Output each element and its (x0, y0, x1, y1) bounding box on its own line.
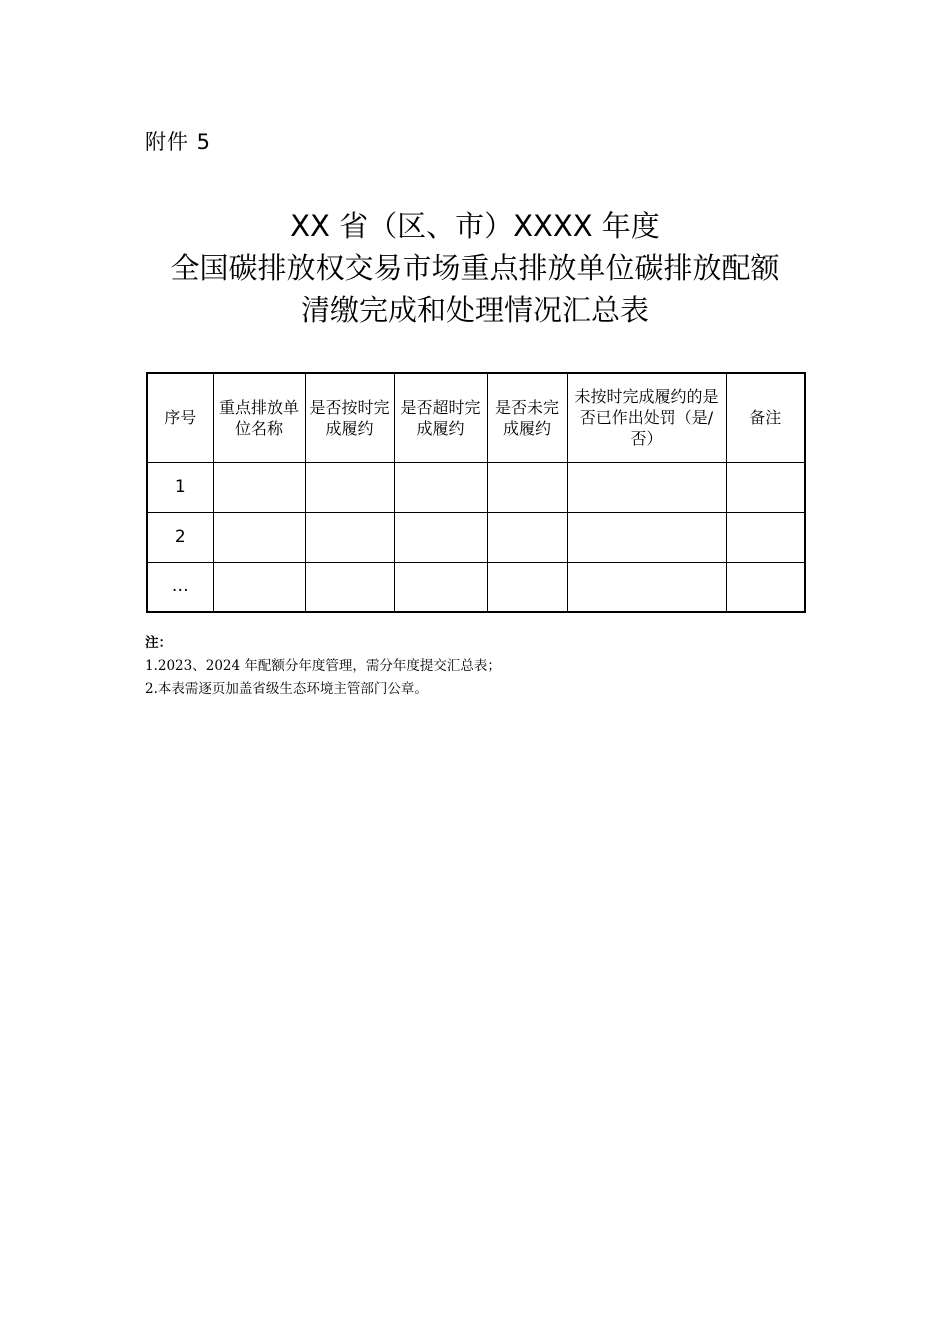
table-row (147, 462, 805, 512)
row-seq: … (147, 562, 213, 612)
cell-overdue (394, 512, 487, 562)
cell-unit-name (213, 512, 305, 562)
table-header-row (147, 373, 805, 462)
cell-unit-name (213, 562, 305, 612)
note-item-1: 1.2023、2024 年配额分年度管理，需分年度提交汇总表； (145, 658, 501, 674)
cell-on-time (305, 462, 394, 512)
cell-on-time (305, 562, 394, 612)
header-remarks: 备注 (726, 373, 805, 462)
cell-unit-name (213, 462, 305, 512)
cell-not-completed (487, 512, 567, 562)
cell-penalty (567, 512, 726, 562)
header-penalty: 未按时完成履约的是否已作出处罚（是/否） (567, 373, 726, 462)
cell-penalty (567, 562, 726, 612)
cell-on-time (305, 512, 394, 562)
document-title (0, 205, 950, 331)
title-line-3: 清缴完成和处理情况汇总表 (300, 293, 649, 327)
cell-remarks (726, 512, 805, 562)
header-seq: 序号 (147, 373, 213, 462)
attachment-label: 附件 5 (145, 130, 212, 154)
notes-section (145, 632, 501, 701)
cell-penalty (567, 462, 726, 512)
title-line-2: 全国碳排放权交易市场重点排放单位碳排放配额 (170, 251, 780, 285)
header-unit-name: 重点排放单位名称 (213, 373, 305, 462)
header-on-time: 是否按时完成履约 (305, 373, 394, 462)
header-overdue: 是否超时完成履约 (394, 373, 487, 462)
cell-not-completed (487, 562, 567, 612)
notes-title: 注： (145, 635, 172, 651)
row-seq: 1 (147, 462, 213, 512)
cell-overdue (394, 562, 487, 612)
row-seq: 2 (147, 512, 213, 562)
note-item-2: 2.本表需逐页加盖省级生态环境主管部门公章。 (145, 681, 428, 697)
title-line-1: XX 省（区、市）XXXX 年度 (290, 209, 660, 243)
table-row (147, 512, 805, 562)
header-not-completed: 是否未完成履约 (487, 373, 567, 462)
table-row (147, 562, 805, 612)
summary-table (146, 372, 806, 613)
cell-not-completed (487, 462, 567, 512)
cell-remarks (726, 562, 805, 612)
cell-overdue (394, 462, 487, 512)
cell-remarks (726, 462, 805, 512)
